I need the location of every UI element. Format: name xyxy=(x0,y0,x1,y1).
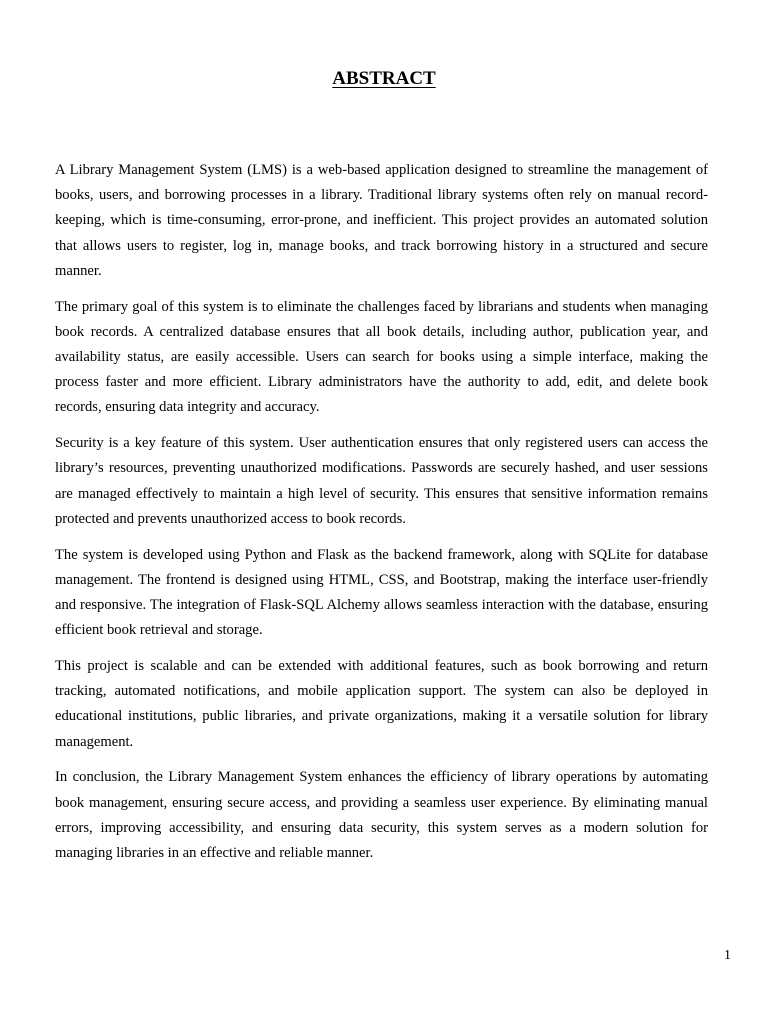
paragraph-technology: The system is developed using Python and Flask as the backend framework, along with SQLite for database management. The frontend is designed using HTML, CSS, and Bootstrap, making the interface user-friendly and responsive. The integration of Flask-SQL Alchemy allows seamless interaction with the database, ensuring efficient book retrieval and storage. xyxy=(55,546,708,639)
page-title: ABSTRACT xyxy=(332,68,436,89)
paragraph-introduction: A Library Management System (LMS) is a web-based application designed to streamline the management of books, users, and borrowing processes in a library. Traditional library systems often rely on manual record-keeping, which is time-consuming, error-prone, and inefficient. This project provides an automated solution that allows users to register, log in, manage books, and track borrowing history in a structured and secure manner. xyxy=(55,162,708,279)
page-number: 1 xyxy=(724,948,731,963)
paragraph-conclusion: In conclusion, the Library Management System enhances the efficiency of library operations by automating book management, ensuring secure access, and providing a seamless user experience. By eliminating manual errors, improving accessibility, and ensuring data security, this system serves as a modern solution for managing libraries in an effective and reliable manner. xyxy=(55,769,708,862)
paragraph-scalability: This project is scalable and can be extended with additional features, such as book borrowing and return tracking, automated notifications, and mobile application support. The system can also be deployed in educational institutions, public libraries, and private organizations, making it a versatile solution for library management. xyxy=(55,658,708,750)
abstract-body xyxy=(55,158,708,877)
paragraph-primary-goal: The primary goal of this system is to eliminate the challenges faced by librarians and students when managing book records. A centralized database ensures that all book details, including author, publication year, and availability status, are easily accessible. Users can search for books using a simple interface, making the process faster and more efficient. Library administrators have the authority to add, edit, and delete book records, ensuring data integrity and accuracy. xyxy=(55,298,708,416)
paragraph-security: Security is a key feature of this system. User authentication ensures that only registered users can access the library’s resources, preventing unauthorized modifications. Passwords are securely hashed, and user sessions are managed effectively to maintain a high level of security. This ensures that sensitive information remains protected and prevents unauthorized access to book records. xyxy=(55,435,708,527)
